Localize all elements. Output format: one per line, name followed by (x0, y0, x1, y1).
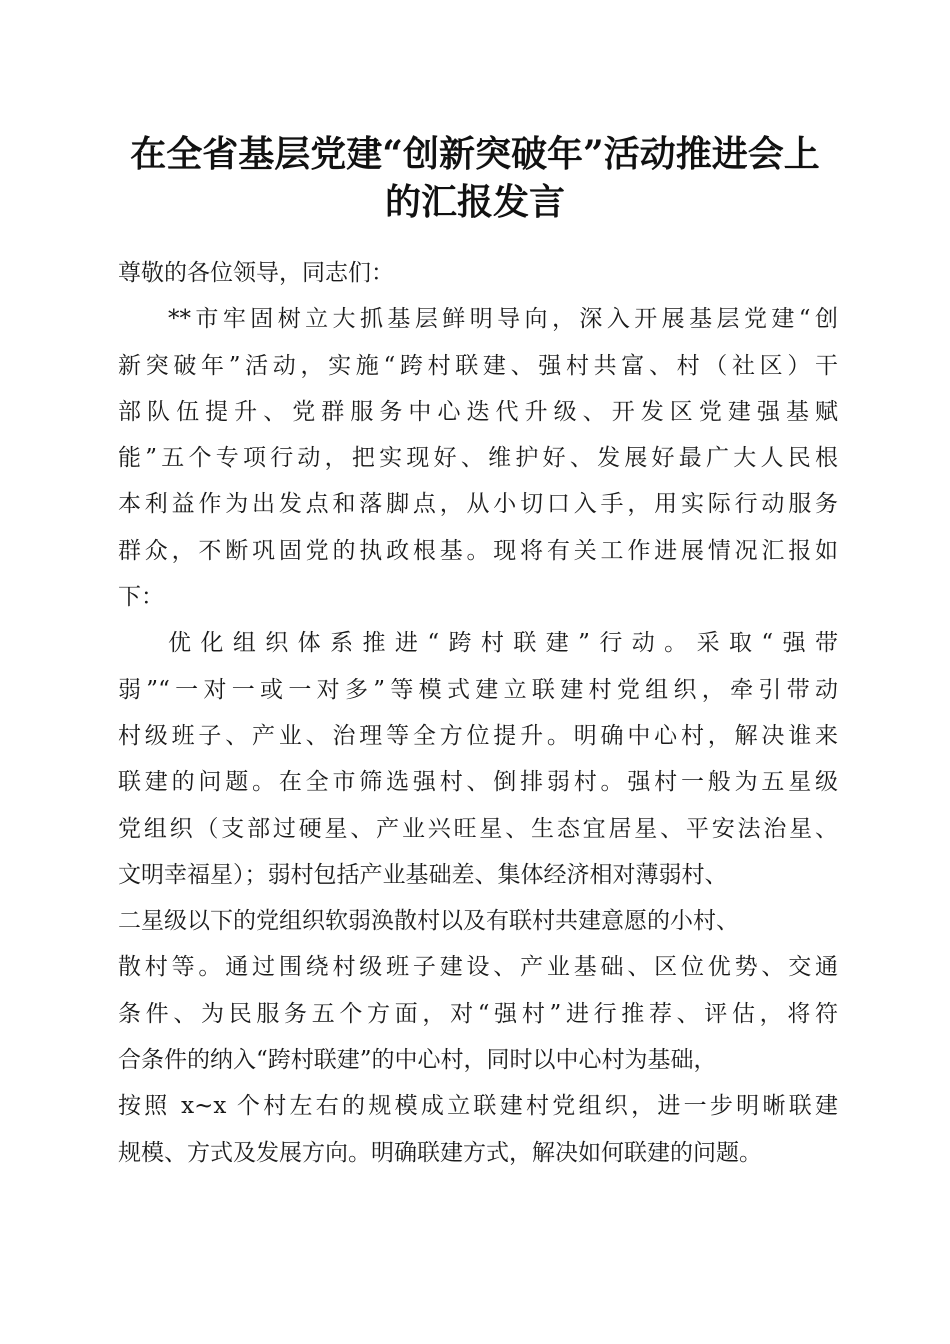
document-title (80, 130, 870, 226)
document-body (118, 250, 838, 1176)
paragraph-2-line: 党组织（支部过硬星、产业兴旺星、生态宜居星、平安法治星、 (118, 815, 838, 842)
paragraph-2-line: 弱”“一对一或一对多”等模式建立联建村党组织，牵引带动 (118, 676, 838, 703)
paragraph-1-line: **市牢固树立大抓基层鲜明导向，深入开展基层党建“创 (168, 306, 838, 333)
salutation: 尊敬的各位领导，同志们： (118, 260, 394, 286)
paragraph-1-line: 下： (118, 584, 164, 611)
paragraph-2-line: 规模、方式及发展方向。明确联建方式，解决如何联建的问题。 (118, 1139, 762, 1166)
paragraph-1-line: 群众，不断巩固党的执政根基。现将有关工作进展情况汇报如 (118, 537, 838, 564)
paragraph-2-line: 散村等。通过围绕村级班子建设、产业基础、区位优势、交通 (118, 954, 838, 981)
title-line-1: 在全省基层党建“创新突破年”活动推进会上 (130, 133, 820, 175)
paragraph-2-line: 合条件的纳入“跨村联建”的中心村，同时以中心村为基础， (118, 1047, 717, 1074)
paragraph-2-line: 按照 x~x 个村左右的规模成立联建村党组织，进一步明晰联建 (118, 1093, 838, 1120)
paragraph-2-line: 文明幸福星）；弱村包括产业基础差、集体经济相对薄弱村、 (118, 861, 728, 888)
paragraph-2-line: 联建的问题。在全市筛选强村、倒排弱村。强村一般为五星级 (118, 769, 838, 796)
paragraph-2-line: 村级班子、产业、治理等全方位提升。明确中心村，解决谁来 (118, 722, 838, 749)
paragraph-1-line: 部队伍提升、党群服务中心迭代升级、开发区党建强基赋 (118, 398, 838, 425)
paragraph-2-line: 条件、为民服务五个方面，对“强村”进行推荐、评估，将符 (118, 1000, 838, 1027)
paragraph-1-line: 本利益作为出发点和落脚点，从小切口入手，用实际行动服务 (118, 491, 838, 518)
paragraph-1-line: 新突破年”活动，实施“跨村联建、强村共富、村（社区）干 (118, 352, 838, 379)
paragraph-2-line: 优化组织体系推进“跨村联建”行动。采取“强带 (168, 630, 838, 657)
paragraph-1-line: 能”五个专项行动，把实现好、维护好、发展好最广大人民根 (118, 445, 838, 472)
paragraph-2-line: 二星级以下的党组织软弱涣散村以及有联村共建意愿的小村、 (118, 908, 739, 935)
title-line-2: 的汇报发言 (384, 181, 565, 223)
